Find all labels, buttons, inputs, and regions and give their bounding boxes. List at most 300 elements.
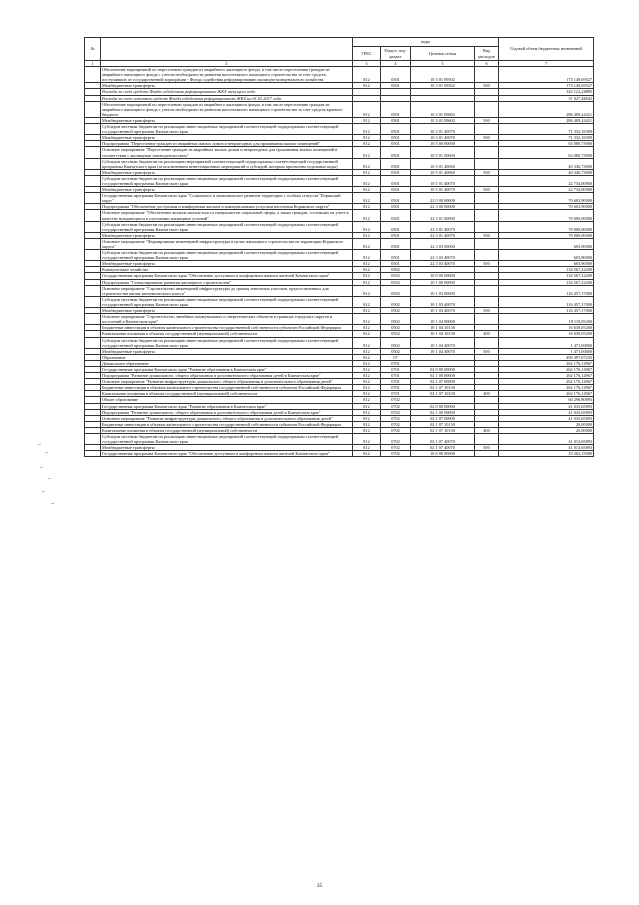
- row-name-cell: Подпрограмма "Переселение граждан из аварийных жилых домов и непригодных для проживания жилых помещений": [101, 141, 353, 147]
- row-sum-cell: 70 603,90000: [499, 193, 594, 204]
- row-razdel-cell: 0501: [381, 232, 411, 238]
- row-num-cell: [85, 296, 101, 307]
- row-csr-cell: 10 5 01 40070: [411, 187, 475, 193]
- row-vr-cell: [475, 434, 499, 445]
- row-sum-cell: 40 346,73000: [499, 158, 594, 169]
- row-csr-cell: 10 1 03 40070: [411, 296, 475, 307]
- row-razdel-cell: 0501: [381, 193, 411, 204]
- row-grbs-cell: 812: [353, 232, 381, 238]
- row-sum-cell: 40 346,73000: [499, 169, 594, 175]
- row-name-cell: Межбюджетные трансферты: [101, 261, 353, 267]
- row-grbs-cell: 812: [353, 354, 381, 360]
- row-vr-cell: [475, 238, 499, 249]
- table-row: [85, 193, 594, 204]
- row-name-cell: Обеспечение мероприятий по переселению граждан из аварийного жилищного фонда, в том числе переселению граждан из аварийного жилищного фонда с учетом необходимости развития малоэтажного жилищного строительства за счет средств, поступивших от государственной корпорации - Фонда содействия реформированию жилищно-коммунального хозяйства: [101, 67, 353, 83]
- row-grbs-cell: 812: [353, 325, 381, 331]
- row-razdel-cell: 0501: [381, 175, 411, 186]
- row-num-cell: [85, 238, 101, 249]
- row-razdel-cell: 0501: [381, 117, 411, 123]
- row-sum-cell: 116 457,17000: [499, 308, 594, 314]
- row-csr-cell: 22 3 03 40070: [411, 261, 475, 267]
- header-vr: Вид расходов: [475, 47, 499, 61]
- row-csr-cell: 10 5 00 00000: [411, 141, 475, 147]
- row-name-cell: Подпрограмма "Обеспечение доступным и комфортным жильем и коммунальными услугами населения Корякского округа": [101, 204, 353, 210]
- row-razdel-cell: 07: [381, 354, 411, 360]
- row-csr-cell: 02 1 07 40070: [411, 434, 475, 445]
- row-name-cell: Субсидии местным бюджетам на реализацию инвестиционных мероприятий соответствующей подпрограммы соответствующей государственной программы Камчатского края: [101, 434, 353, 445]
- row-name-cell: Субсидии местным бюджетам на реализацию мероприятий соответствующей подпрограммы соответствующей государственной программы Камчатского края (за исключением инвестиционных мероприятий и субсидий, которым присвоены отдельные коды): [101, 158, 353, 169]
- row-grbs-cell: 812: [353, 308, 381, 314]
- row-vr-cell: [475, 193, 499, 204]
- row-csr-cell: 02 1 07 10130: [411, 421, 475, 427]
- header-colnum: 1: [85, 61, 101, 67]
- row-grbs-cell: 812: [353, 210, 381, 221]
- row-name-cell: Бюджетные инвестиции в объекты капитального строительства государственной собственности субъектов Российской Федерации: [101, 325, 353, 331]
- table-row: [85, 451, 594, 457]
- table-row: [85, 101, 594, 117]
- header-colnum: 4: [381, 61, 411, 67]
- row-csr-cell: 10 3 01 09602: [411, 117, 475, 123]
- row-csr-cell: 10 1 03 40070: [411, 308, 475, 314]
- row-sum-cell: 603,90000: [499, 261, 594, 267]
- row-name-cell: Основное мероприятие "Строительство инженерной инфраструктуры до границ земельных участков, предоставленных для строительства жилья экономического класса": [101, 285, 353, 296]
- row-grbs-cell: 812: [353, 67, 381, 83]
- row-name-cell: Государственная программа Камчатского края "Обеспечение доступным и комфортным жильем жителей Камчатского края": [101, 273, 353, 279]
- row-razdel-cell: 0502: [381, 279, 411, 285]
- row-razdel-cell: 0702: [381, 451, 411, 457]
- row-vr-cell: 500: [475, 117, 499, 123]
- row-grbs-cell: 812: [353, 337, 381, 348]
- row-name-cell: Основное мероприятие "Развитие инфраструктуры дошкольного, общего образования и дополнительного образования детей": [101, 379, 353, 385]
- row-razdel-cell: 0701: [381, 366, 411, 372]
- table-row: [85, 434, 594, 445]
- row-grbs-cell: 812: [353, 403, 381, 409]
- row-vr-cell: 500: [475, 445, 499, 451]
- row-name-cell: Капитальные вложения в объекты государственной (муниципальной) собственности: [101, 331, 353, 337]
- row-name-cell: Капитальные вложения в объекты государственной (муниципальной) собственности: [101, 427, 353, 433]
- row-num-cell: [85, 193, 101, 204]
- header-colnum: 2: [101, 61, 353, 67]
- row-name-cell: Государственная программа Камчатского края "Социальное и экономическое развитие территории с особым статусом "Корякский округ": [101, 193, 353, 204]
- row-num-cell: [85, 314, 101, 325]
- row-name-cell: Государственная программа Камчатского края "Развитие образования в Камчатском крае": [101, 403, 353, 409]
- table-row: [85, 158, 594, 169]
- row-vr-cell: [475, 314, 499, 325]
- row-sum-cell: 16 639,05200: [499, 331, 594, 337]
- row-vr-cell: 500: [475, 261, 499, 267]
- row-vr-cell: [475, 147, 499, 158]
- row-grbs-cell: 812: [353, 451, 381, 457]
- row-csr-cell: 02 0 00 00000: [411, 366, 475, 372]
- row-csr-cell: 10 1 04 40070: [411, 348, 475, 354]
- row-num-cell: [85, 337, 101, 348]
- row-sum-cell: 22 734,00900: [499, 187, 594, 193]
- row-name-cell: Подпрограмма "Стимулирование развития жилищного строительства": [101, 279, 353, 285]
- row-sum-cell: 134 567,22200: [499, 279, 594, 285]
- row-num-cell: [85, 250, 101, 261]
- row-razdel-cell: 0501: [381, 101, 411, 117]
- row-sum-cell: 490 397,07235: [499, 354, 594, 360]
- row-grbs-cell: 812: [353, 117, 381, 123]
- row-sum-cell: 20,00000: [499, 427, 594, 433]
- header-codes: коды: [353, 38, 499, 47]
- row-razdel-cell: 0502: [381, 314, 411, 325]
- row-csr-cell: 10 3 01 09602: [411, 101, 475, 117]
- row-sum-cell: 20,00000: [499, 421, 594, 427]
- row-razdel-cell: 0501: [381, 250, 411, 261]
- row-grbs-cell: 812: [353, 385, 381, 391]
- row-razdel-cell: 0701: [381, 360, 411, 366]
- row-vr-cell: 400: [475, 391, 499, 397]
- row-name-cell: Основное мероприятие "Развитие инфраструктуры дошкольного, общего образования и дополнительного образования детей": [101, 415, 353, 421]
- row-grbs-cell: 812: [353, 147, 381, 158]
- row-sum-cell: 262 176,14967: [499, 385, 594, 391]
- row-csr-cell: 10 5 01 40070: [411, 175, 475, 186]
- row-grbs-cell: 812: [353, 445, 381, 451]
- row-name-cell: Межбюджетные трансферты: [101, 232, 353, 238]
- row-name-cell: Государственная программа Камчатского края "Обеспечение доступным и комфортным жильем жителей Камчатского края": [101, 451, 353, 457]
- row-razdel-cell: 0701: [381, 385, 411, 391]
- row-razdel-cell: 0501: [381, 261, 411, 267]
- row-csr-cell: 10 3 01 40070: [411, 135, 475, 141]
- row-sum-cell: 173 149,69527: [499, 83, 594, 89]
- row-csr-cell: 02 1 00 00000: [411, 409, 475, 415]
- row-grbs-cell: 812: [353, 421, 381, 427]
- row-razdel-cell: 0502: [381, 325, 411, 331]
- header-num: №: [85, 38, 101, 61]
- row-name-cell: Межбюджетные трансферты: [101, 348, 353, 354]
- table-row: [85, 67, 594, 83]
- row-num-cell: [85, 158, 101, 169]
- row-csr-cell: 22 3 00 00000: [411, 204, 475, 210]
- header-grbs: ГРБС: [353, 47, 381, 61]
- row-razdel-cell: 0702: [381, 427, 411, 433]
- row-csr-cell: 10 5 01 40060: [411, 169, 475, 175]
- header-colnum: 6: [475, 61, 499, 67]
- header-csr: Целевая статья: [411, 47, 475, 61]
- row-name-cell: Государственная программа Камчатского края "Развитие образования в Камчатском крае": [101, 366, 353, 372]
- table-row: [85, 221, 594, 232]
- row-csr-cell: 10 1 04 10130: [411, 325, 475, 331]
- row-num-cell: [85, 451, 101, 457]
- row-grbs-cell: 812: [353, 124, 381, 135]
- row-grbs-cell: 812: [353, 158, 381, 169]
- row-csr-cell: 10 1 04 40070: [411, 337, 475, 348]
- row-name-cell: Бюджетные инвестиции в объекты капитального строительства государственной собственности субъектов Российской Федерации: [101, 421, 353, 427]
- row-csr-cell: 22 3 03 00000: [411, 238, 475, 249]
- row-razdel-cell: 0701: [381, 373, 411, 379]
- row-vr-cell: 500: [475, 187, 499, 193]
- table-header: [85, 38, 594, 67]
- row-grbs-cell: 812: [353, 267, 381, 273]
- row-sum-cell: 262 176,14967: [499, 360, 594, 366]
- row-name-cell: Расходы за счет остатков средств Фонда содействия реформированию ЖКХ на 01.01.2017 года: [101, 95, 353, 101]
- row-sum-cell: 41 033,65893: [499, 415, 594, 421]
- row-num-cell: [85, 434, 101, 445]
- row-csr-cell: 10 5 01 00000: [411, 147, 475, 158]
- row-csr-cell: 02 1 07 10130: [411, 391, 475, 397]
- row-razdel-cell: 0502: [381, 267, 411, 273]
- row-vr-cell: 400: [475, 427, 499, 433]
- row-razdel-cell: 0502: [381, 296, 411, 307]
- row-grbs-cell: 812: [353, 193, 381, 204]
- row-num-cell: [85, 285, 101, 296]
- row-csr-cell: 10 3 01 40070: [411, 124, 475, 135]
- row-razdel-cell: 0702: [381, 409, 411, 415]
- row-sum-cell: 1 471,00000: [499, 337, 594, 348]
- row-name-cell: Межбюджетные трансферты: [101, 117, 353, 123]
- row-razdel-cell: 0501: [381, 169, 411, 175]
- row-vr-cell: 500: [475, 135, 499, 141]
- row-vr-cell: 500: [475, 83, 499, 89]
- row-csr-cell: 10 0 00 00000: [411, 451, 475, 457]
- page-number: 35: [316, 883, 323, 889]
- row-name-cell: Образование: [101, 354, 353, 360]
- row-grbs-cell: 812: [353, 101, 381, 117]
- row-name-cell: Дошкольное образование: [101, 360, 353, 366]
- row-razdel-cell: 0502: [381, 273, 411, 279]
- row-razdel-cell: 0501: [381, 147, 411, 158]
- row-grbs-cell: 812: [353, 141, 381, 147]
- row-grbs-cell: 812: [353, 434, 381, 445]
- row-sum-cell: 134 567,22200: [499, 267, 594, 273]
- row-razdel-cell: 0701: [381, 379, 411, 385]
- row-vr-cell: 500: [475, 308, 499, 314]
- table-row: [85, 210, 594, 221]
- row-grbs-cell: 812: [353, 415, 381, 421]
- row-sum-cell: 173 149,69527: [499, 67, 594, 83]
- header-colnum: 7: [499, 61, 594, 67]
- row-sum-cell: 60 296,80893: [499, 397, 594, 403]
- row-sum-cell: 286 409,24421: [499, 101, 594, 117]
- row-razdel-cell: 0702: [381, 415, 411, 421]
- header-colnum: 3: [353, 61, 381, 67]
- row-grbs-cell: 812: [353, 366, 381, 372]
- row-vr-cell: [475, 250, 499, 261]
- row-name-cell: Межбюджетные трансферты: [101, 135, 353, 141]
- row-csr-cell: 02 1 07 10130: [411, 427, 475, 433]
- row-name-cell: Основное мероприятие "Обеспечение жильем эконом-класса специалистов социальной сферы, а также граждан, состоящих на учете в качестве нуждающихся в улучшении жилищных условий": [101, 210, 353, 221]
- row-csr-cell: 10 1 03 00000: [411, 285, 475, 296]
- row-sum-cell: 41 033,65893: [499, 403, 594, 409]
- row-num-cell: [85, 221, 101, 232]
- row-name-cell: Межбюджетные трансферты: [101, 83, 353, 89]
- row-name-cell: Капитальные вложения в объекты государственной (муниципальной) собственности: [101, 391, 353, 397]
- row-grbs-cell: 812: [353, 83, 381, 89]
- row-sum-cell: 41 033,65893: [499, 409, 594, 415]
- row-sum-cell: 41 013,65893: [499, 445, 594, 451]
- row-vr-cell: 500: [475, 169, 499, 175]
- row-vr-cell: [475, 221, 499, 232]
- row-sum-cell: 71 332,18309: [499, 135, 594, 141]
- table-row: [85, 337, 594, 348]
- row-grbs-cell: 812: [353, 409, 381, 415]
- row-name-cell: Межбюджетные трансферты: [101, 169, 353, 175]
- row-name-cell: Субсидии местным бюджетам на реализацию инвестиционных мероприятий соответствующей подпрограммы соответствующей государственной программы Камчатского края: [101, 337, 353, 348]
- row-sum-cell: 41 013,65893: [499, 434, 594, 445]
- row-sum-cell: 70 000,00000: [499, 210, 594, 221]
- row-name-cell: Бюджетные инвестиции в объекты капитального строительства государственной собственности субъектов Российской Федерации: [101, 385, 353, 391]
- row-sum-cell: 71 332,18309: [499, 124, 594, 135]
- row-sum-cell: 18 110,05200: [499, 314, 594, 325]
- row-vr-cell: [475, 101, 499, 117]
- row-sum-cell: 134 567,22200: [499, 273, 594, 279]
- row-grbs-cell: 812: [353, 379, 381, 385]
- row-vr-cell: [475, 124, 499, 135]
- row-razdel-cell: 0501: [381, 204, 411, 210]
- row-csr-cell: 02 1 07 00000: [411, 379, 475, 385]
- row-razdel-cell: 0501: [381, 158, 411, 169]
- row-vr-cell: [475, 210, 499, 221]
- row-razdel-cell: 0501: [381, 141, 411, 147]
- row-name-cell: Коммунальное хозяйство: [101, 267, 353, 273]
- row-razdel-cell: 0501: [381, 210, 411, 221]
- header-total: Годовой объем бюджетных назначений: [499, 38, 594, 61]
- row-sum-cell: 262 176,14967: [499, 366, 594, 372]
- row-name-cell: Основное мероприятие "Строительство линейных коммунальных и энергетических объектов в границах городских округов и поселений в Камчатском крае": [101, 314, 353, 325]
- row-grbs-cell: 812: [353, 331, 381, 337]
- row-name-cell: Подпрограмма "Развитие дошкольного, общего образования и дополнительного образования детей в Камчатском крае": [101, 373, 353, 379]
- row-name-cell: Межбюджетные трансферты: [101, 187, 353, 193]
- row-razdel-cell: 0502: [381, 285, 411, 296]
- row-name-cell: Общее образование: [101, 397, 353, 403]
- row-razdel-cell: 0702: [381, 397, 411, 403]
- row-csr-cell: 02 1 07 00000: [411, 415, 475, 421]
- row-grbs-cell: 812: [353, 373, 381, 379]
- row-sum-cell: 142 122,24885: [499, 89, 594, 95]
- row-sum-cell: 16 639,05200: [499, 325, 594, 331]
- row-sum-cell: 70 603,90000: [499, 204, 594, 210]
- row-grbs-cell: 812: [353, 279, 381, 285]
- row-sum-cell: 31 027,44642: [499, 95, 594, 101]
- row-name-cell: Основное мероприятие "Переселение граждан из аварийных жилых домов и непригодных для проживания жилых помещений в соответствии с жилищным законодательством": [101, 147, 353, 158]
- row-grbs-cell: 812: [353, 360, 381, 366]
- row-razdel-cell: 0502: [381, 308, 411, 314]
- row-sum-cell: 19 263,15000: [499, 451, 594, 457]
- row-razdel-cell: 0702: [381, 445, 411, 451]
- row-sum-cell: 63 080,73900: [499, 141, 594, 147]
- row-vr-cell: [475, 451, 499, 457]
- row-vr-cell: [475, 337, 499, 348]
- row-name-cell: Межбюджетные трансферты: [101, 308, 353, 314]
- row-grbs-cell: 812: [353, 169, 381, 175]
- row-razdel-cell: 0702: [381, 434, 411, 445]
- row-razdel-cell: 0701: [381, 391, 411, 397]
- header-colnum: 5: [411, 61, 475, 67]
- row-vr-cell: 500: [475, 232, 499, 238]
- row-sum-cell: 63 080,73900: [499, 147, 594, 158]
- header-name: [101, 38, 353, 61]
- row-vr-cell: [475, 285, 499, 296]
- row-vr-cell: [475, 67, 499, 83]
- row-name-cell: Субсидии местным бюджетам на реализацию инвестиционных мероприятий соответствующей подпрограммы соответствующей государственной программы Камчатского края: [101, 250, 353, 261]
- row-csr-cell: 10 1 04 00000: [411, 314, 475, 325]
- row-sum-cell: 262 176,14967: [499, 391, 594, 397]
- table-body: [85, 67, 594, 457]
- row-sum-cell: 1 471,00000: [499, 348, 594, 354]
- row-csr-cell: 22 3 01 40070: [411, 221, 475, 232]
- row-razdel-cell: 0501: [381, 238, 411, 249]
- row-grbs-cell: 812: [353, 273, 381, 279]
- row-csr-cell: 22 3 01 40070: [411, 232, 475, 238]
- row-razdel-cell: 0702: [381, 421, 411, 427]
- row-name-cell: Субсидии местным бюджетам на реализацию инвестиционных мероприятий соответствующей подпрограммы соответствующей государственной программы Камчатского края: [101, 221, 353, 232]
- row-sum-cell: 70 000,00000: [499, 221, 594, 232]
- header-razdel: Раздел, под-раздел: [381, 47, 411, 61]
- row-num-cell: [85, 101, 101, 117]
- table-row: [85, 314, 594, 325]
- row-razdel-cell: 0502: [381, 348, 411, 354]
- row-csr-cell: 22 3 01 00000: [411, 210, 475, 221]
- row-csr-cell: 10 3 01 09502: [411, 67, 475, 83]
- row-razdel-cell: 0702: [381, 403, 411, 409]
- row-razdel-cell: 0501: [381, 83, 411, 89]
- row-csr-cell: 02 0 00 00000: [411, 403, 475, 409]
- row-razdel-cell: 0502: [381, 337, 411, 348]
- row-grbs-cell: 812: [353, 314, 381, 325]
- row-csr-cell: 10 1 00 00000: [411, 279, 475, 285]
- row-grbs-cell: 812: [353, 296, 381, 307]
- row-vr-cell: 400: [475, 331, 499, 337]
- row-grbs-cell: 812: [353, 204, 381, 210]
- row-grbs-cell: 812: [353, 348, 381, 354]
- row-csr-cell: 10 1 04 10130: [411, 331, 475, 337]
- row-sum-cell: 262 176,14967: [499, 379, 594, 385]
- row-csr-cell: 10 3 01 09502: [411, 83, 475, 89]
- row-sum-cell: 22 734,00900: [499, 175, 594, 186]
- row-grbs-cell: 812: [353, 391, 381, 397]
- row-name-cell: Обеспечение мероприятий по переселению граждан из аварийного жилищного фонда, в том числе переселению граждан из аварийного жилищного фонда с учетом необходимости развития малоэтажного жилищного строительства за счет средств краевого бюджета: [101, 101, 353, 117]
- row-sum-cell: 116 457,17000: [499, 296, 594, 307]
- row-grbs-cell: 812: [353, 221, 381, 232]
- row-num-cell: [85, 67, 101, 83]
- row-csr-cell: 02 1 07 40070: [411, 445, 475, 451]
- row-name-cell: Подпрограмма "Развитие дошкольного, общего образования и дополнительного образования детей в Камчатском крае": [101, 409, 353, 415]
- table-row: [85, 296, 594, 307]
- row-csr-cell: 22 3 03 40070: [411, 250, 475, 261]
- table-row: [85, 250, 594, 261]
- row-name-cell: Субсидии местным бюджетам на реализацию инвестиционных мероприятий соответствующей подпрограммы соответствующей государственной программы Камчатского края: [101, 124, 353, 135]
- row-razdel-cell: 0501: [381, 221, 411, 232]
- table-row: [85, 285, 594, 296]
- row-sum-cell: 116 457,17000: [499, 285, 594, 296]
- row-sum-cell: 70 000,00000: [499, 232, 594, 238]
- budget-table: [84, 37, 594, 457]
- row-grbs-cell: 812: [353, 397, 381, 403]
- row-num-cell: [85, 147, 101, 158]
- row-razdel-cell: 0502: [381, 331, 411, 337]
- table-row: [85, 147, 594, 158]
- table-row: [85, 238, 594, 249]
- row-sum-cell: 286 409,24421: [499, 117, 594, 123]
- row-sum-cell: 262 176,14967: [499, 373, 594, 379]
- row-sum-cell: 603,90000: [499, 250, 594, 261]
- row-razdel-cell: 0501: [381, 124, 411, 135]
- table-row: [85, 175, 594, 186]
- row-grbs-cell: 812: [353, 175, 381, 186]
- row-name-cell: Субсидии местным бюджетам на реализацию инвестиционных мероприятий соответствующей подпрограммы соответствующей государственной программы Камчатского края: [101, 296, 353, 307]
- row-sum-cell: 603,90000: [499, 238, 594, 249]
- row-razdel-cell: 0501: [381, 187, 411, 193]
- row-razdel-cell: 0501: [381, 135, 411, 141]
- row-num-cell: [85, 210, 101, 221]
- row-csr-cell: 10 0 00 00000: [411, 273, 475, 279]
- budget-table-sheet: [84, 37, 593, 457]
- row-csr-cell: 10 5 01 40060: [411, 158, 475, 169]
- margin-scan-marks: [36, 440, 58, 520]
- row-name-cell: Субсидии местным бюджетам на реализацию инвестиционных мероприятий соответствующей подпрограммы соответствующей государственной программы Камчатского края: [101, 175, 353, 186]
- row-name-cell: Основное мероприятие "Формирование инженерной инфраструктуры в целях жилищного строительства на территории Корякского округа": [101, 238, 353, 249]
